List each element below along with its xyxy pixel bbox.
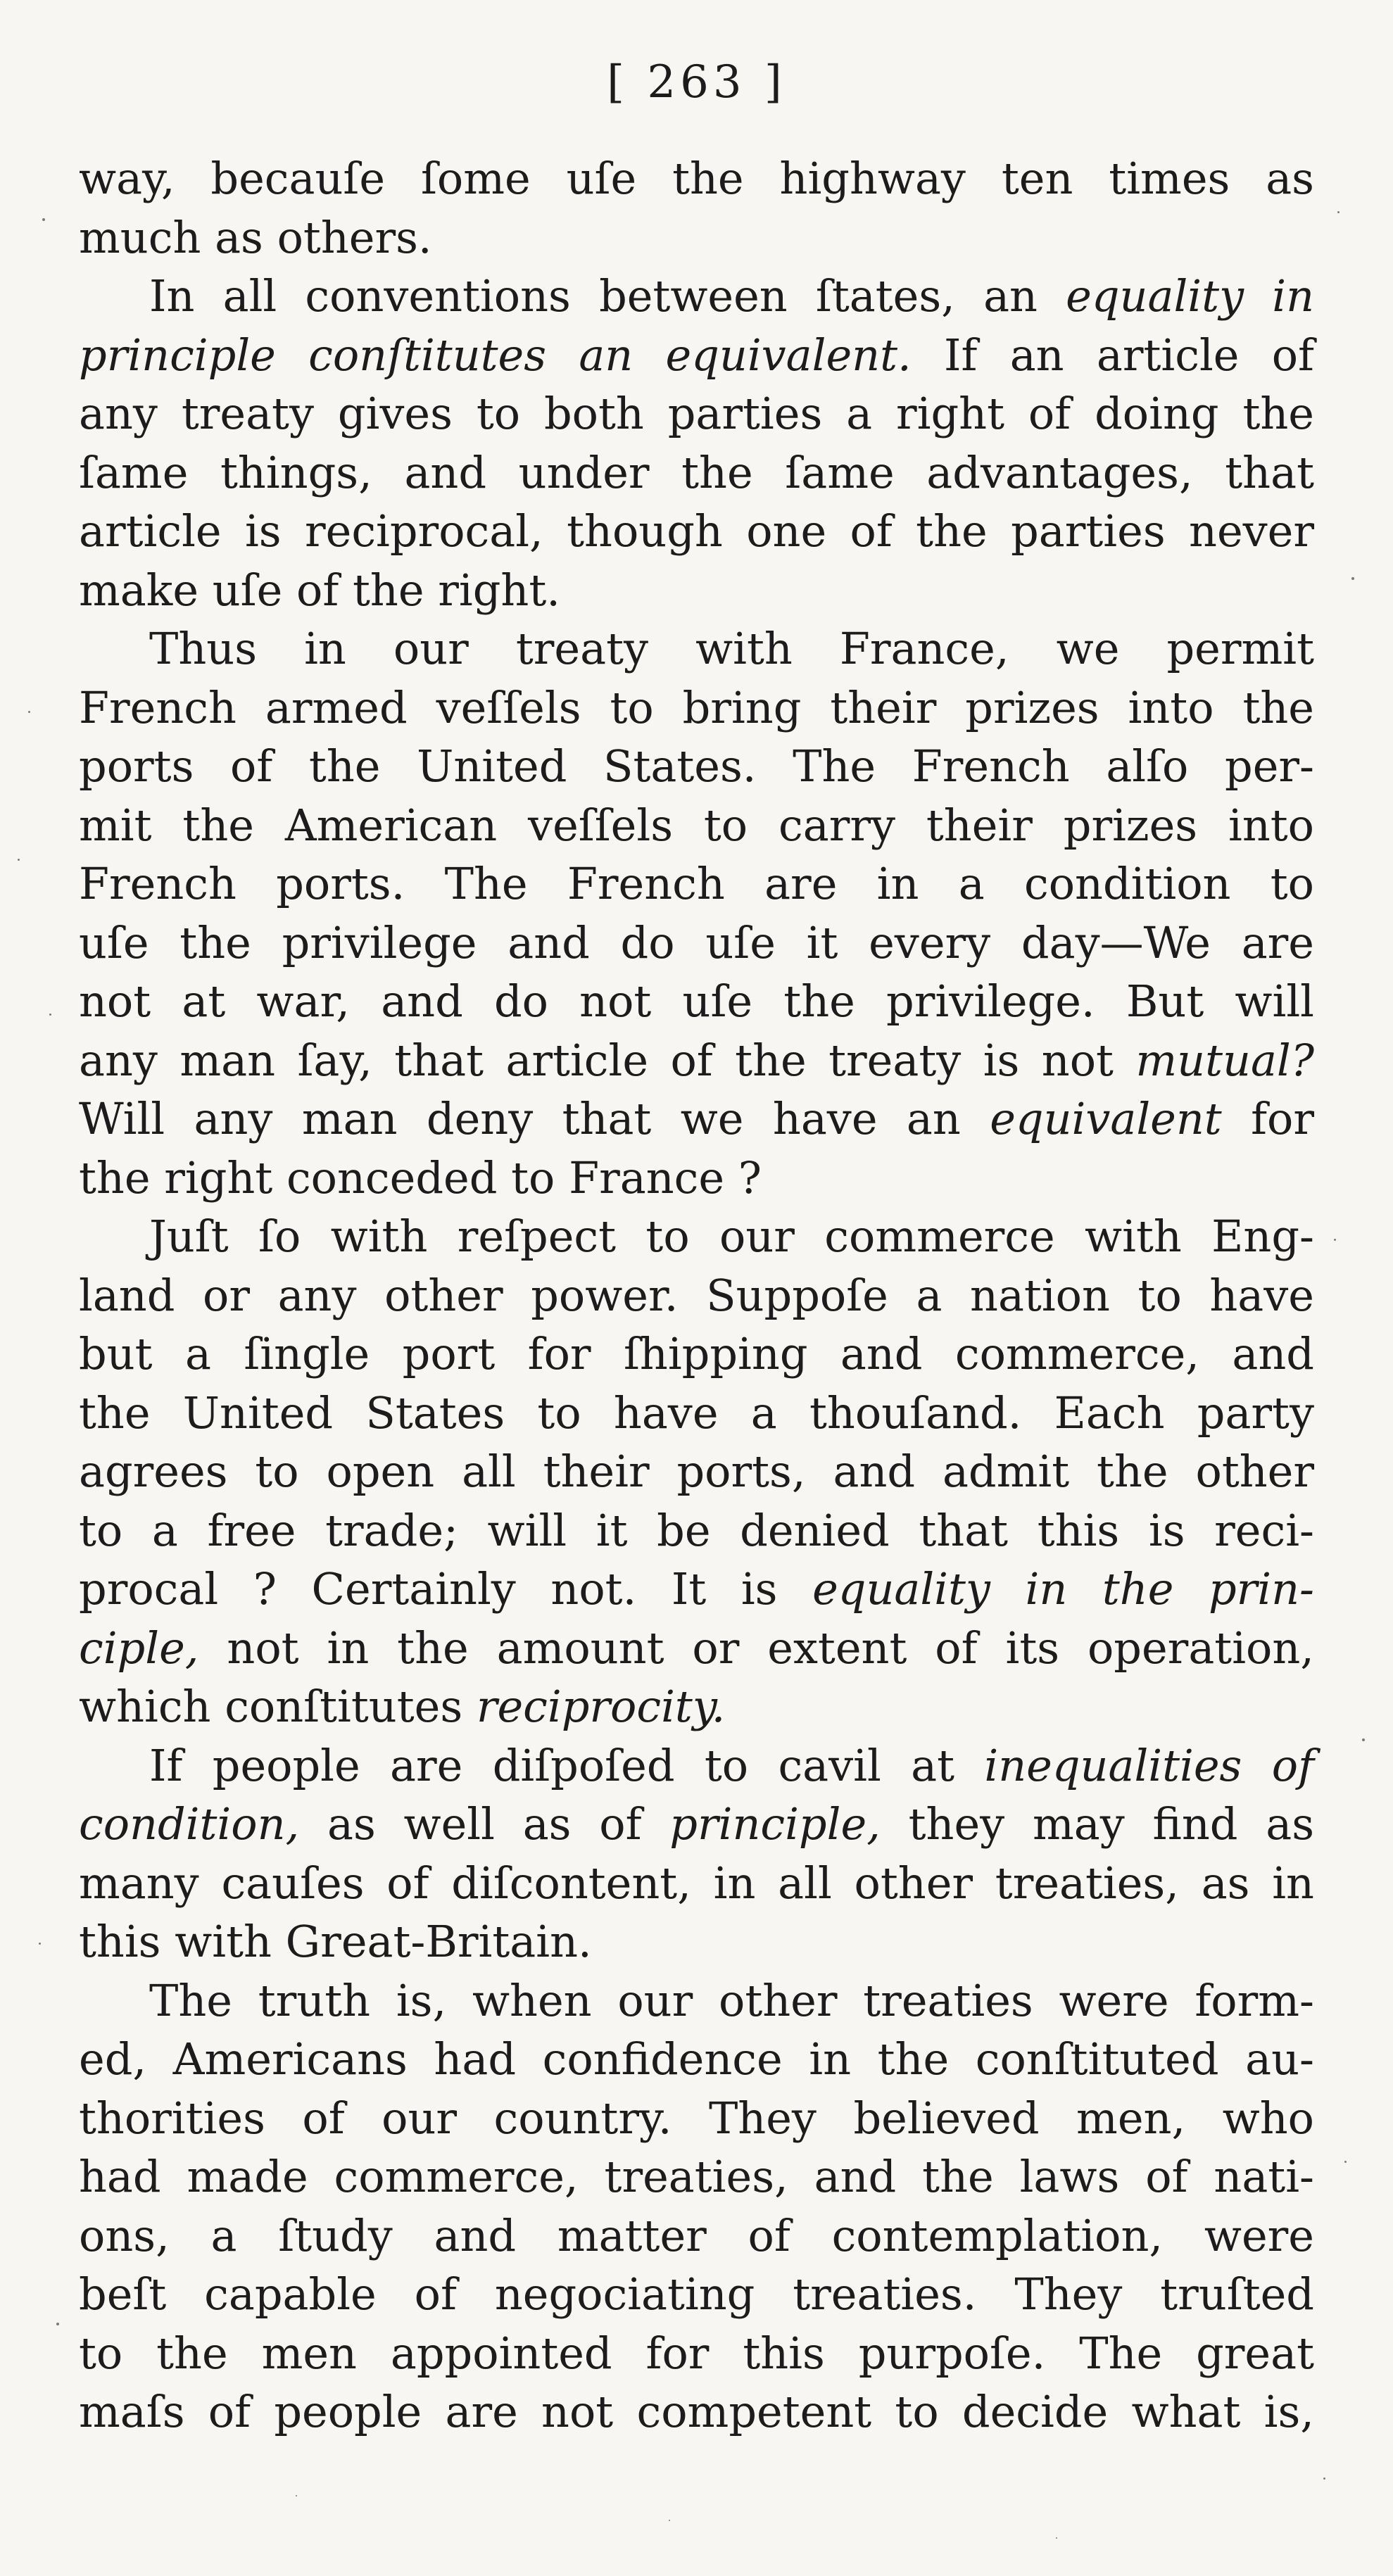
page-number: [ 263 ] [607,56,786,108]
text-run: article is reciprocal, though one of the parties never [79,505,1314,557]
text-line [79,1912,1314,1971]
text-line [79,2382,1314,2442]
text-run: ſame things, and under the ſame advantages, that [79,446,1314,498]
text-line [79,1266,1314,1325]
italic-text: equality in the prin- [812,1563,1314,1615]
scan-speck [1344,2161,1347,2163]
text-run: to the men appointed for this purpoſe. The great [79,2327,1314,2379]
text-run: In all conventions between ſtates, an [149,270,1066,322]
paragraph [79,267,1314,619]
scan-speck [1056,2537,1057,2539]
text-run: French ports. The French are in a condition to [79,858,1314,909]
text-line [79,1971,1314,2031]
text-line [79,1090,1314,1149]
text-run: uſe the privilege and do uſe it every day—We are [79,916,1314,968]
text-line [79,1207,1314,1266]
scan-speck [296,2495,297,2496]
scan-speck [669,2520,670,2521]
text-run: mit the American veſſels to carry their prizes into [79,799,1314,851]
text-run: If people are diſpoſed to cavil at [149,1739,985,1791]
text-run: not at war, and do not uſe the privilege. But will [79,976,1314,1027]
text-run: If an article of [911,329,1315,381]
text-run: the United States to have a thouſand. Each party [79,1387,1314,1439]
italic-text: ciple, [79,1622,199,1674]
text-run: any man ſay, that article of the treaty is not [79,1034,1136,1086]
text-run: not in the amount or extent of its operation, [198,1622,1314,1674]
text-line [79,1560,1314,1619]
text-run: agrees to open all their ports, and admit the other [79,1446,1314,1497]
paragraph [79,149,1314,267]
text-run: beſt capable of negociating treaties. They truſted [79,2268,1314,2320]
text-run: ed, Americans had confidence in the conſtituted au- [79,2033,1314,2085]
scan-speck [39,1943,41,1945]
paragraph [79,619,1314,1207]
text-run: much as others. [79,211,432,263]
text-line [79,619,1314,678]
scan-speck [42,218,45,221]
text-run: Juſt ſo with reſpect to our commerce with Eng- [149,1211,1314,1262]
text-line [79,854,1314,914]
scan-speck [56,2323,59,2325]
text-line [79,1677,1314,1736]
text-line [79,1501,1314,1560]
italic-text: principle, [669,1798,881,1850]
text-line [79,149,1314,208]
scan-speck [1323,2477,1325,2480]
scan-speck [18,859,20,861]
italic-text: mutual? [1135,1034,1314,1086]
text-run: French armed veſſels to bring their prizes into the [79,681,1314,733]
scan-speck [49,1014,51,1016]
text-line [79,972,1314,1031]
text-line [79,1149,1314,1208]
paragraph [79,1971,1314,2442]
text-line [79,2030,1314,2089]
text-line [79,2147,1314,2206]
scan-speck [1351,577,1354,580]
scan-speck [1362,1738,1365,1741]
text-run: they may find as [880,1798,1315,1850]
text-run: land or any other power. Suppoſe a nation to have [79,1269,1314,1321]
text-run: as well as of [299,1798,670,1850]
text-line [79,1619,1314,1678]
text-line [79,326,1314,385]
text-line [79,1325,1314,1384]
text-run: thorities of our country. They believed men, who [79,2092,1314,2144]
text-line [79,1384,1314,1443]
text-line [79,1031,1314,1090]
text-line [79,443,1314,503]
text-line [79,2265,1314,2324]
text-line [79,2089,1314,2148]
paragraph [79,1736,1314,1971]
text-run: The truth is, when our other treaties were form- [149,1974,1314,2026]
text-run: procal ? Certainly not. It is [79,1563,813,1615]
text-run: any treaty gives to both parties a right of doing the [79,388,1314,439]
text-run: which conſtitutes [79,1681,477,1732]
text-run: make uſe of the right. [79,564,560,616]
paragraph [79,1207,1314,1736]
text-run: maſs of people are not competent to decide what is, [79,2386,1314,2437]
scan-speck [1337,211,1340,213]
italic-text: equality in [1066,270,1314,322]
text-run: had made commerce, treaties, and the laws of nati- [79,2151,1314,2202]
text-line [79,1442,1314,1501]
italic-text: reciprocity. [476,1681,726,1732]
text-run: the right conceded to France ? [79,1151,762,1204]
text-line [79,2324,1314,2383]
text-line [79,1854,1314,1913]
text-run: many cauſes of diſcontent, in all other treaties, as in [79,1857,1314,1909]
text-line [79,796,1314,855]
text-line [79,561,1314,620]
text-run: this with Great-Britain. [79,1916,592,1967]
text-run: Thus in our treaty with France, we permit [149,623,1314,674]
text-line [79,678,1314,738]
text-run: for [1221,1093,1314,1144]
text-line [79,914,1314,973]
text-run: Will any man deny that we have an [79,1093,990,1144]
text-line [79,737,1314,796]
italic-text: inequalities of [984,1739,1314,1791]
italic-text: condition, [79,1798,300,1850]
scan-speck [1334,1239,1336,1241]
body-text [79,149,1314,2442]
text-line [79,384,1314,443]
text-line [79,1736,1314,1795]
text-run: way, becauſe ſome uſe the highway ten times as [79,153,1314,204]
text-line [79,267,1314,326]
text-run: but a ſingle port for ſhipping and commerce, and [79,1328,1314,1379]
italic-text: equivalent [990,1093,1222,1144]
text-run: ports of the United States. The French alſo per- [79,740,1314,792]
text-line [79,208,1314,267]
text-run: ons, a ſtudy and matter of contemplation, were [79,2209,1314,2261]
text-run: to a free trade; will it be denied that this is reci- [79,1504,1314,1556]
text-line [79,2206,1314,2266]
italic-text: principle conſtitutes an equivalent. [79,329,912,381]
text-line [79,502,1314,561]
text-line [79,1795,1314,1854]
scan-speck [28,711,30,713]
